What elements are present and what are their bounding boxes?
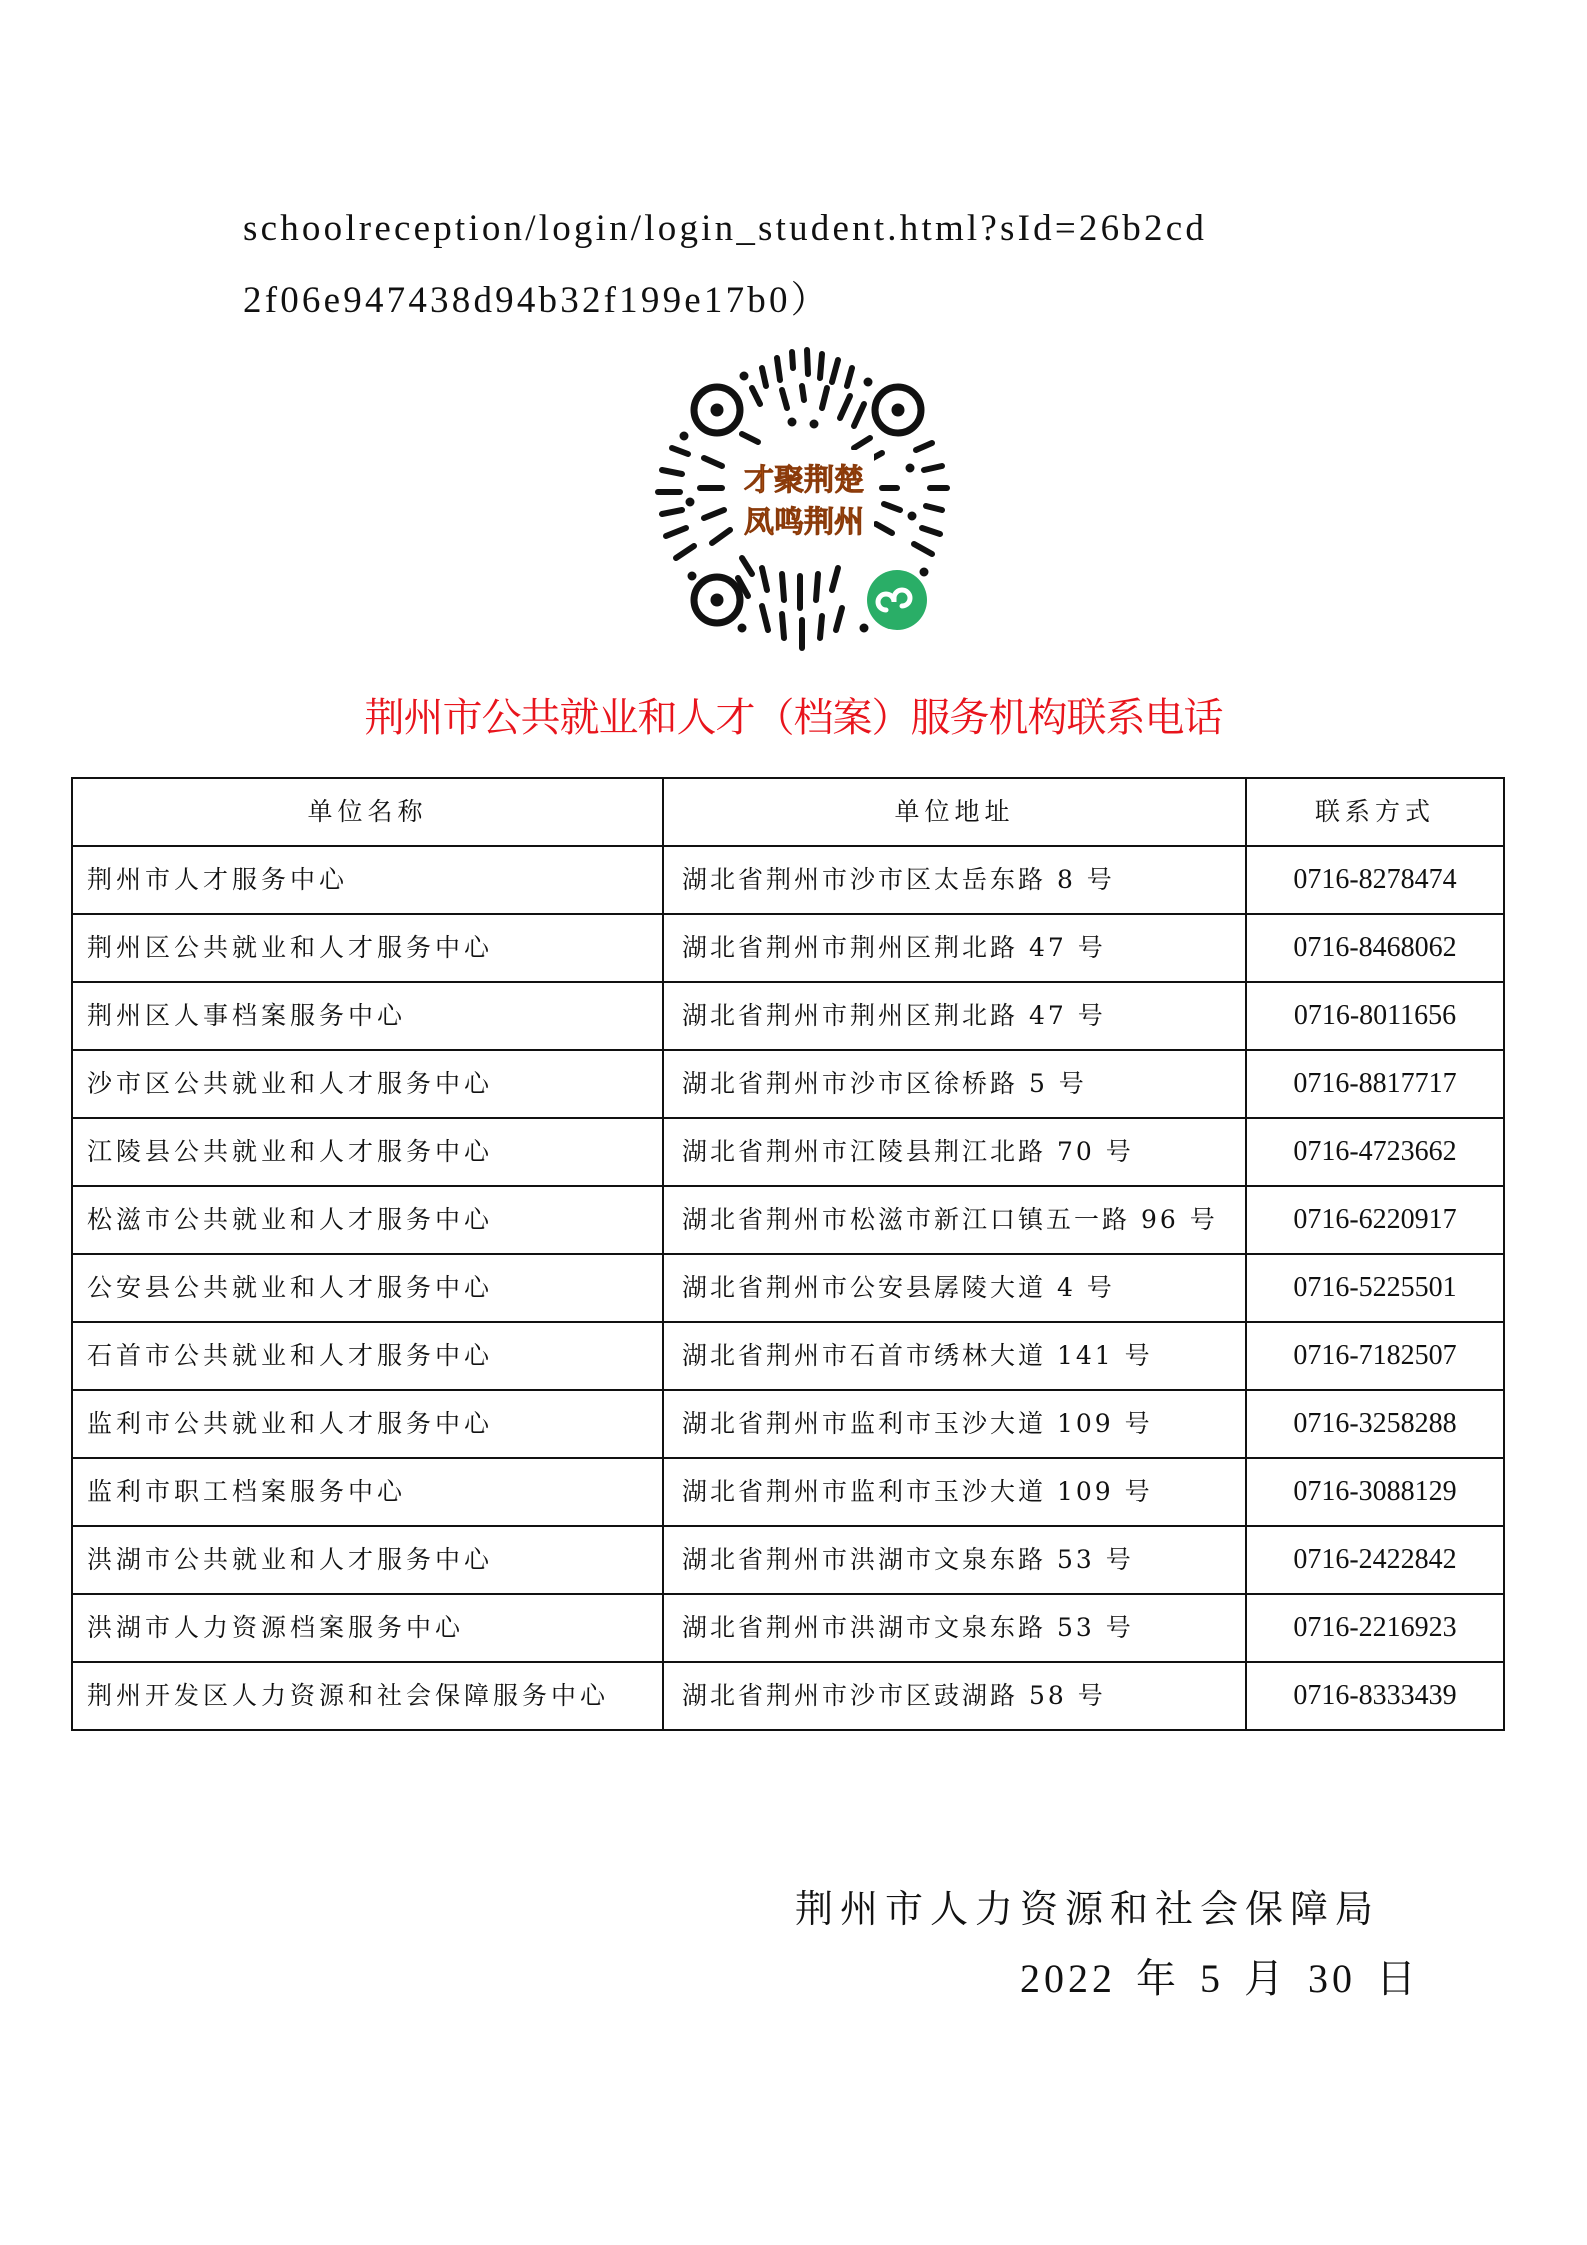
cell-unit-name: 洪湖市人力资源档案服务中心 [72,1594,663,1662]
column-header-phone: 联系方式 [1246,778,1504,846]
cell-phone: 0716-8011656 [1246,982,1504,1050]
cell-unit-address: 湖北省荆州市公安县孱陵大道 4 号 [663,1254,1246,1322]
table-row [72,1662,1504,1730]
cell-unit-address: 湖北省荆州市石首市绣林大道 141 号 [663,1322,1246,1390]
cell-phone: 0716-8278474 [1246,846,1504,914]
cell-unit-address: 湖北省荆州市监利市玉沙大道 109 号 [663,1390,1246,1458]
cell-unit-address: 湖北省荆州市沙市区太岳东路 8 号 [663,846,1246,914]
cell-unit-address: 湖北省荆州市江陵县荆江北路 70 号 [663,1118,1246,1186]
qr-slogan-line-1: 才聚荆楚 [744,463,864,498]
cell-phone: 0716-3258288 [1246,1390,1504,1458]
cell-unit-name: 松滋市公共就业和人才服务中心 [72,1186,663,1254]
mini-program-logo-icon [867,570,927,630]
cell-unit-address: 湖北省荆州市洪湖市文泉东路 53 号 [663,1594,1246,1662]
mini-program-qr-code [642,338,962,664]
url-text-line-1: schoolreception/login/login_student.html?sId=26b2cd [243,208,1208,249]
cell-phone: 0716-2216923 [1246,1594,1504,1662]
table-row [72,1526,1504,1594]
cell-unit-address: 湖北省荆州市洪湖市文泉东路 53 号 [663,1526,1246,1594]
url-text-line-2: 2f06e947438d94b32f199e17b0） [243,280,831,321]
cell-phone: 0716-8333439 [1246,1662,1504,1730]
cell-unit-name: 荆州开发区人力资源和社会保障服务中心 [72,1662,663,1730]
cell-phone: 0716-6220917 [1246,1186,1504,1254]
cell-unit-address: 湖北省荆州市松滋市新江口镇五一路 96 号 [663,1186,1246,1254]
cell-unit-name: 沙市区公共就业和人才服务中心 [72,1050,663,1118]
cell-unit-name: 荆州区公共就业和人才服务中心 [72,914,663,982]
qr-code-icon [642,338,962,664]
table-row [72,1050,1504,1118]
cell-unit-address: 湖北省荆州市监利市玉沙大道 109 号 [663,1458,1246,1526]
contacts-table [71,777,1505,1731]
table-row [72,1322,1504,1390]
table-row [72,1186,1504,1254]
issuing-organization: 荆州市人力资源和社会保障局 [795,1887,1381,1931]
cell-unit-name: 监利市公共就业和人才服务中心 [72,1390,663,1458]
table-row [72,1118,1504,1186]
cell-unit-name: 洪湖市公共就业和人才服务中心 [72,1526,663,1594]
column-header-name: 单位名称 [72,778,663,846]
cell-unit-name: 公安县公共就业和人才服务中心 [72,1254,663,1322]
table-row [72,1594,1504,1662]
qr-slogan-line-2: 凤鸣荆州 [744,505,864,540]
issue-date: 2022 年 5 月 30 日 [1020,1956,1420,2001]
cell-phone: 0716-5225501 [1246,1254,1504,1322]
cell-phone: 0716-2422842 [1246,1526,1504,1594]
cell-phone: 0716-3088129 [1246,1458,1504,1526]
page-title: 荆州市公共就业和人才（档案）服务机构联系电话 [364,695,1223,741]
cell-phone: 0716-8817717 [1246,1050,1504,1118]
table-header-row [72,778,1504,846]
table-row [72,846,1504,914]
cell-unit-name: 石首市公共就业和人才服务中心 [72,1322,663,1390]
table-row [72,1254,1504,1322]
column-header-address: 单位地址 [663,778,1246,846]
cell-unit-name: 江陵县公共就业和人才服务中心 [72,1118,663,1186]
cell-unit-address: 湖北省荆州市荆州区荆北路 47 号 [663,914,1246,982]
cell-phone: 0716-8468062 [1246,914,1504,982]
cell-unit-address: 湖北省荆州市沙市区徐桥路 5 号 [663,1050,1246,1118]
cell-unit-name: 荆州区人事档案服务中心 [72,982,663,1050]
table-row [72,982,1504,1050]
cell-unit-address: 湖北省荆州市沙市区豉湖路 58 号 [663,1662,1246,1730]
cell-unit-name: 荆州市人才服务中心 [72,846,663,914]
table-row [72,1458,1504,1526]
table-row [72,1390,1504,1458]
cell-phone: 0716-7182507 [1246,1322,1504,1390]
cell-unit-address: 湖北省荆州市荆州区荆北路 47 号 [663,982,1246,1050]
cell-unit-name: 监利市职工档案服务中心 [72,1458,663,1526]
table-row [72,914,1504,982]
cell-phone: 0716-4723662 [1246,1118,1504,1186]
